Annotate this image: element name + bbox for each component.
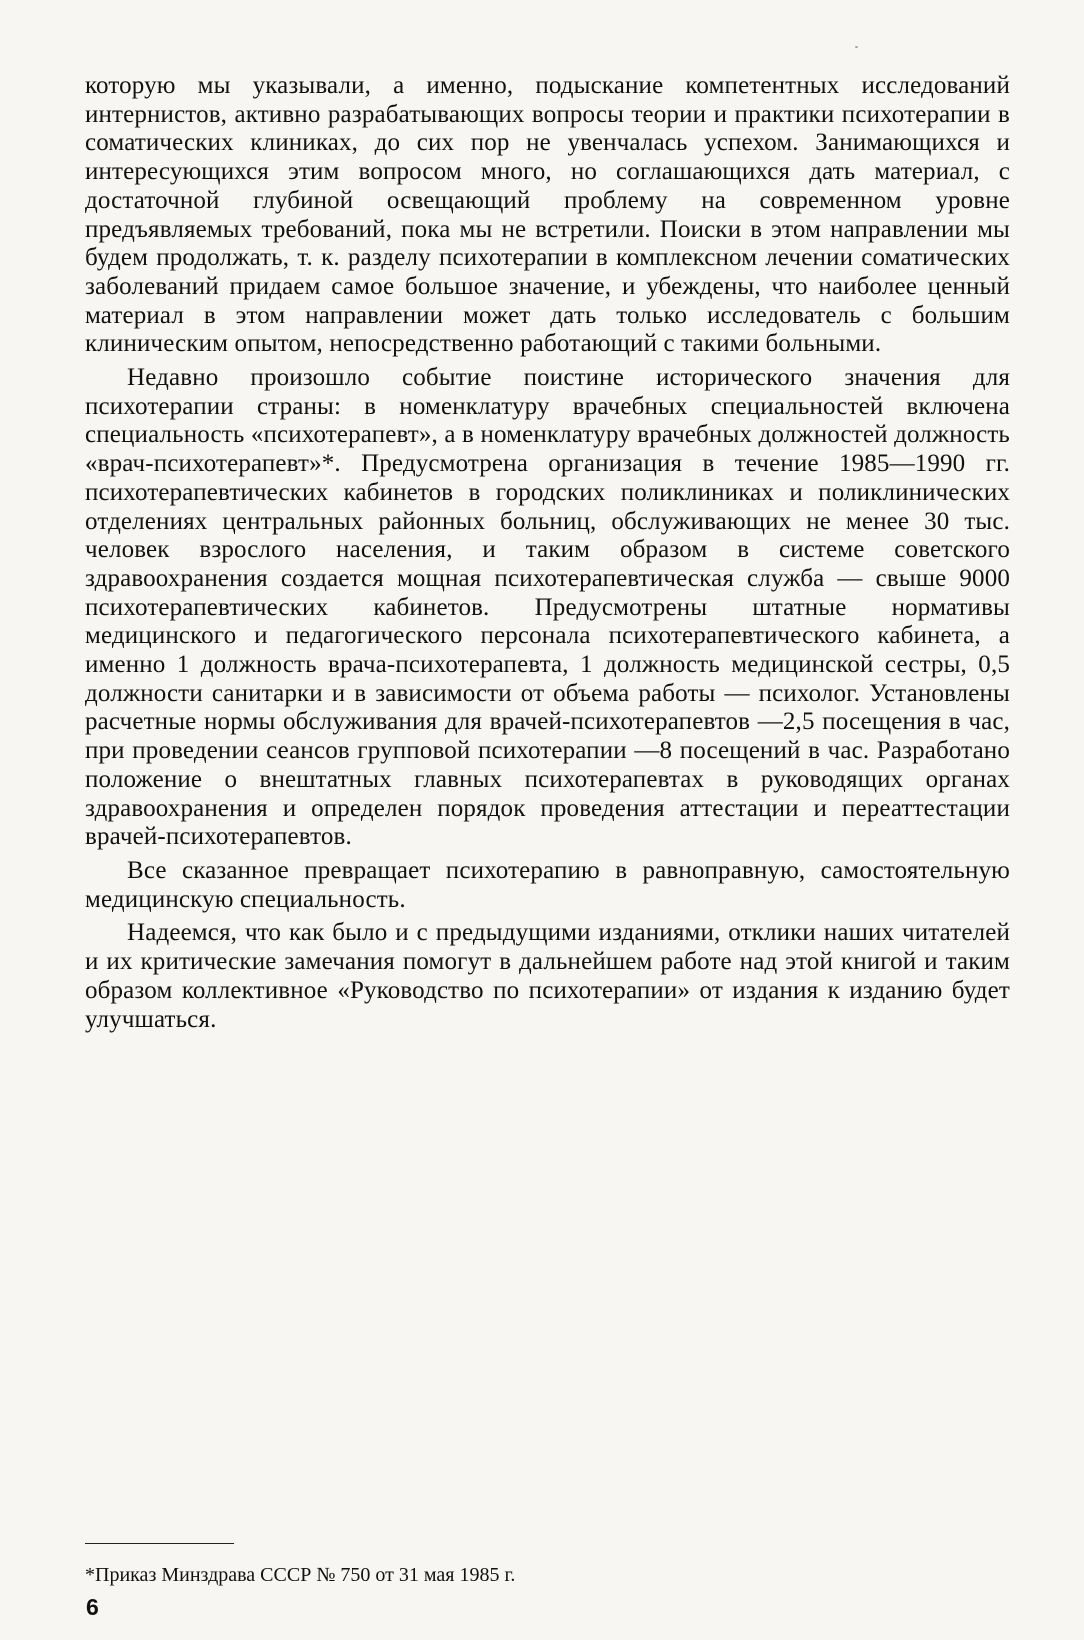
body-text (85, 72, 1010, 1039)
page-number: 6 (86, 1594, 99, 1620)
footnote-divider (85, 1543, 234, 1544)
paragraph-readers-feedback: Надеемся, что как было и с предыдущими изданиями, отклики наших читателей и их критические замечания помогут в дальнейшем работе над этой книгой и таким образом коллективное «Руководство по психотерапии» от издания к изданию будет улучшаться. (85, 919, 1010, 1033)
paragraph-psychotherapy-specialty: Недавно произошло событие поистине исторического значения для психотерапии страны: в номенклатуру врачебных специальностей включена специальность «психотерапевт», а в номенклатуру врачебных должностей должность «врач-психотерапевт»*. Предусмотрена организация в течение 1985—1990 гг. психотерапевтических кабинетов в городских поликлиниках и поликлинических отделениях центральных районных больниц, обслуживающих не менее 30 тыс. человек взрослого населения, и таким образом в системе советского здравоохранения создается мощная психотерапевтическая служба — свыше 9000 психотерапевтических кабинетов. Предусмотрены штатные нормативы медицинского и педагогического персонала психотерапевтического кабинета, а именно 1 должность врача-психотерапевта, 1 должность медицинской сестры, 0,5 должности санитарки и в зависимости от объема работы — психолог. Установлены расчетные нормы обслуживания для врачей-психотерапевтов —2,5 посещения в час, при проведении сеансов групповой психотерапии —8 посещений в час. Разработано положение о внештатных главных психотерапевтах в руководящих органах здравоохранения и определен порядок проведения аттестации и переаттестации врачей-психотерапевтов. (85, 364, 1010, 851)
scan-speck (855, 46, 858, 48)
paragraph-continued: которую мы указывали, а именно, подыскание компетентных исследований интернистов, активно разрабатывающих вопросы теории и практики психотерапии в соматических клиниках, до сих пор не увенчалась успехом. Занимающихся и интересующихся этим вопросом много, но соглашающихся дать материал, с достаточной глубиной освещающий проблему на современном уровне предъявляемых требований, пока мы не встретили. Поиски в этом направлении мы будем продолжать, т. к. разделу психотерапии в комплексном лечении соматических заболеваний придаем самое большое значение, и убеждены, что наиболее ценный материал в этом направлении может дать только исследователь с большим клиническим опытом, непосредственно работающий с такими больными. (85, 72, 1010, 358)
footnote: *Приказ Минздрава СССР № 750 от 31 мая 1985 г. (85, 1564, 516, 1586)
paragraph-independent-specialty: Все сказанное превращает психотерапию в равноправную, самостоятельную медицинскую специальность. (85, 856, 1010, 913)
